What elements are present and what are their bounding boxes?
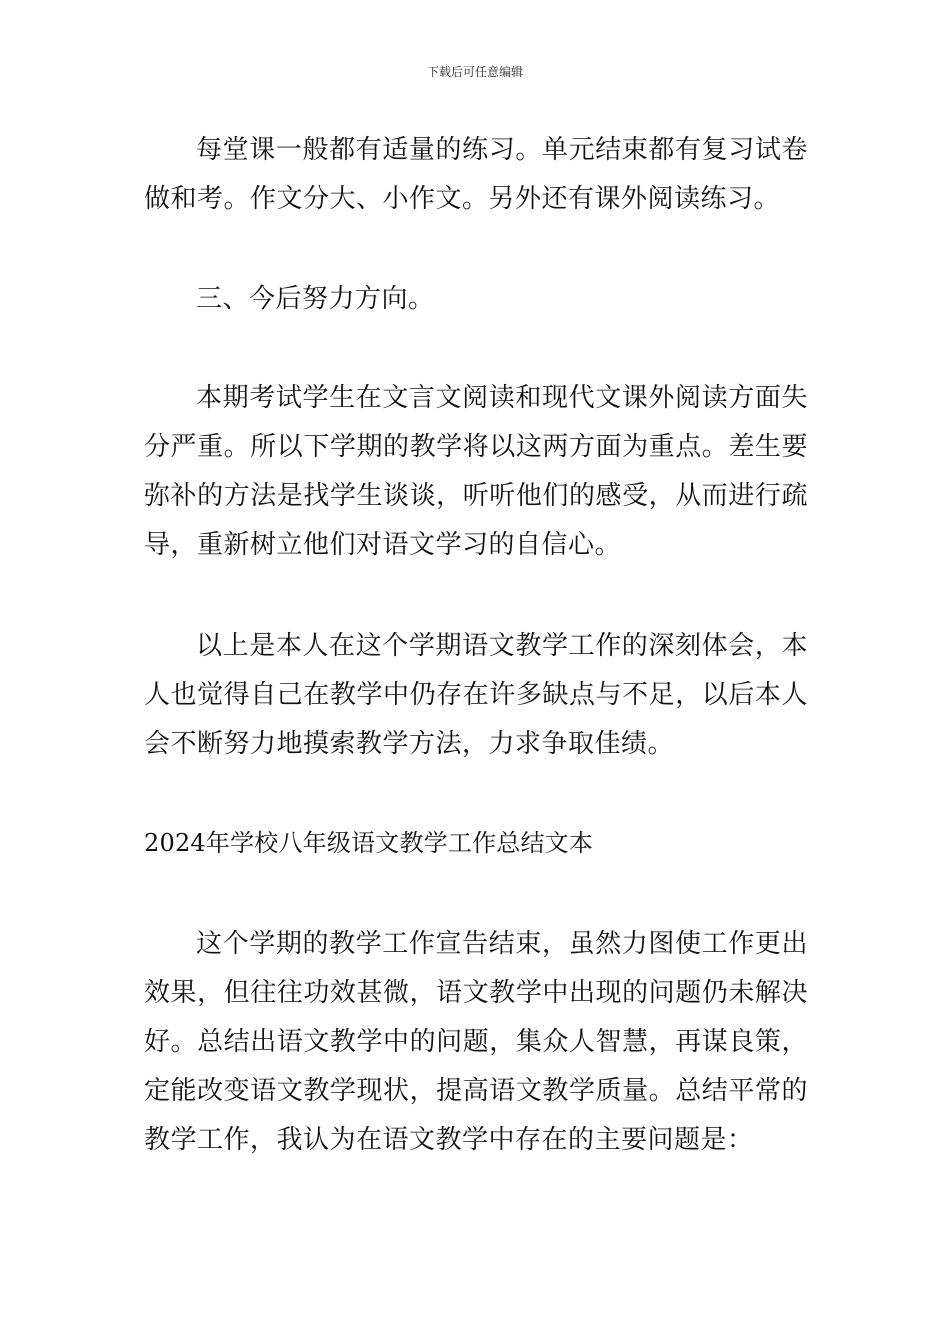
paragraph-conclusion: 以上是本人在这个学期语文教学工作的深刻体会，本人也觉得自己在教学中仍存在许多缺点与不足，以后本人会不断努力地摸索教学方法，力求争取佳绩。 xyxy=(144,631,808,759)
page-header: 下载后可任意编辑 xyxy=(426,65,523,79)
paragraph-intro: 这个学期的教学工作宣告结束，虽然力图使工作更出效果，但往往功效甚微，语文教学中出现的问题仍未解决好。总结出语文教学中的问题，集众人智慧，再谋良策，定能改变语文教学现状，提高语文教学质量。总结平常的教学工作，我认为在语文教学中存在的主要问题是： xyxy=(144,929,808,1155)
document-title: 2024年学校八年级语文教学工作总结文本 xyxy=(144,829,594,857)
paragraph-exercises: 每堂课一般都有适量的练习。单元结束都有复习试卷做和考。作文分大、小作文。另外还有课外阅读练习。 xyxy=(144,135,808,214)
section-heading-future-direction: 三、今后努力方向。 xyxy=(196,284,435,314)
paragraph-exam-analysis: 本期考试学生在文言文阅读和现代文课外阅读方面失分严重。所以下学期的教学将以这两方面为重点。差生要弥补的方法是找学生谈谈，听听他们的感受，从而进行疏导，重新树立他们对语文学习的自信心。 xyxy=(144,383,808,560)
